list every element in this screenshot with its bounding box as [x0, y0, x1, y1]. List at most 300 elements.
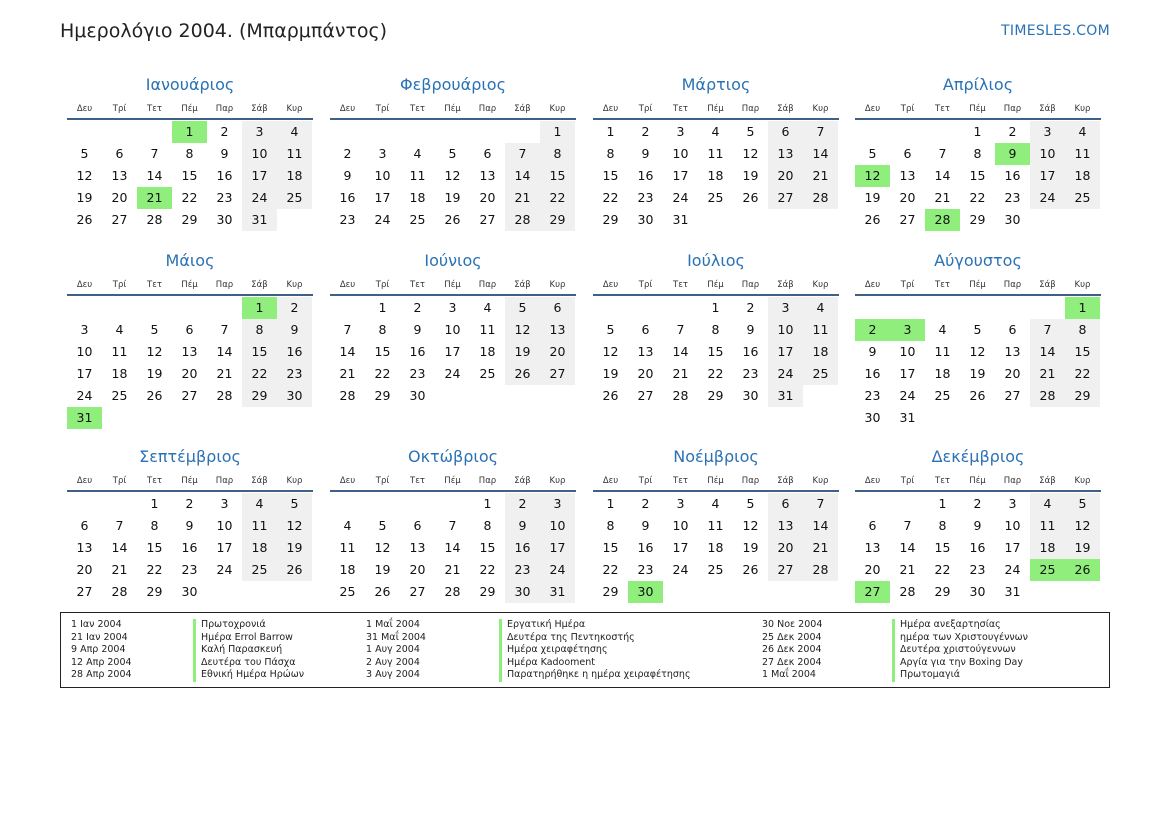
day-cell: 1 — [711, 300, 720, 315]
day-cell: 30 — [216, 212, 233, 227]
day-cell: 31 — [768, 385, 803, 407]
holiday-date: 26 Δεκ 2004 — [762, 644, 822, 655]
weekday-label: Δευ — [864, 104, 881, 114]
day-cell: 22 — [479, 562, 496, 577]
day-cell: 28 — [899, 584, 916, 599]
day-cell: 13 — [540, 319, 575, 341]
day-cell: 25 — [339, 584, 356, 599]
empty-cell — [1030, 297, 1065, 319]
day-grid — [330, 296, 575, 407]
day-cell: 26 — [742, 190, 759, 205]
month-name: Φεβρουάριος — [400, 75, 506, 94]
day-cell: 25 — [707, 562, 724, 577]
day-cell: 3 — [1030, 121, 1065, 143]
holiday-day-cell: 27 — [855, 581, 890, 603]
day-cell: 30 — [277, 385, 312, 407]
holiday-day-cell: 2 — [855, 319, 890, 341]
day-cell: 12 — [505, 319, 540, 341]
empty-cell — [400, 493, 435, 515]
day-cell: 1 — [606, 496, 615, 511]
day-cell: 3 — [540, 493, 575, 515]
day-cell: 24 — [1030, 187, 1065, 209]
day-cell: 9 — [868, 344, 877, 359]
day-cell: 15 — [602, 540, 619, 555]
day-cell: 12 — [969, 344, 986, 359]
holiday-date: 9 Απρ 2004 — [71, 644, 126, 655]
day-cell: 15 — [146, 540, 163, 555]
day-cell: 31 — [672, 212, 689, 227]
day-cell: 15 — [374, 344, 391, 359]
day-cell: 23 — [505, 559, 540, 581]
day-cell: 13 — [76, 540, 93, 555]
day-cell: 27 — [540, 363, 575, 385]
day-cell: 28 — [505, 209, 540, 231]
day-cell: 26 — [602, 388, 619, 403]
day-cell: 6 — [768, 493, 803, 515]
day-cell: 29 — [602, 584, 619, 599]
day-cell: 10 — [1030, 143, 1065, 165]
day-cell: 26 — [76, 212, 93, 227]
day-cell: 13 — [111, 168, 128, 183]
weekday-label: Δευ — [339, 476, 356, 486]
day-cell: 21 — [505, 187, 540, 209]
day-cell: 4 — [343, 518, 352, 533]
day-cell: 29 — [969, 212, 986, 227]
holiday-day-cell: 1 — [1065, 297, 1100, 319]
day-cell: 16 — [339, 190, 356, 205]
day-cell: 27 — [111, 212, 128, 227]
day-cell: 3 — [448, 300, 457, 315]
day-cell: 29 — [707, 388, 724, 403]
empty-cell — [137, 121, 172, 143]
day-cell: 17 — [768, 341, 803, 363]
day-cell: 21 — [934, 190, 951, 205]
weekday-label: Τρί — [638, 280, 653, 290]
day-cell: 26 — [505, 363, 540, 385]
day-cell: 12 — [742, 146, 759, 161]
weekday-label: Τετ — [147, 104, 162, 114]
weekday-label: Πέμ — [969, 104, 986, 114]
day-cell: 26 — [444, 212, 461, 227]
weekday-label: Σάβ — [514, 280, 531, 290]
empty-cell — [855, 121, 890, 143]
empty-cell — [925, 121, 960, 143]
day-cell: 20 — [111, 190, 128, 205]
day-cell: 23 — [339, 212, 356, 227]
weekday-label: Τετ — [935, 104, 950, 114]
day-cell: 14 — [1030, 341, 1065, 363]
weekday-label: Τρί — [112, 280, 127, 290]
day-cell: 25 — [934, 388, 951, 403]
empty-cell — [400, 121, 435, 143]
day-cell: 20 — [1004, 366, 1021, 381]
day-grid — [855, 296, 1100, 429]
holiday-name: Εθνική Ημέρα Ηρώων — [193, 669, 304, 682]
day-cell: 17 — [76, 366, 93, 381]
weekday-label: Παρ — [478, 280, 497, 290]
weekday-label: Σάβ — [777, 280, 794, 290]
month-name: Ιούλιος — [687, 251, 745, 270]
day-cell: 7 — [676, 322, 685, 337]
month-calendar — [330, 442, 576, 603]
day-cell: 29 — [181, 212, 198, 227]
day-cell: 23 — [277, 363, 312, 385]
empty-cell — [102, 121, 137, 143]
day-cell: 19 — [374, 562, 391, 577]
day-cell: 1 — [606, 124, 615, 139]
weekday-label: Δευ — [76, 280, 93, 290]
day-grid — [67, 296, 312, 429]
month-name: Ιανουάριος — [145, 75, 235, 94]
day-cell: 24 — [768, 363, 803, 385]
weekday-label: Σάβ — [251, 104, 268, 114]
holiday-dates-column — [762, 619, 822, 682]
day-cell: 4 — [242, 493, 277, 515]
empty-cell — [330, 121, 365, 143]
day-cell: 20 — [899, 190, 916, 205]
day-cell: 24 — [444, 366, 461, 381]
holiday-date: 27 Δεκ 2004 — [762, 656, 822, 668]
day-cell: 6 — [903, 146, 912, 161]
month-calendar — [593, 70, 839, 231]
holiday-day-cell: 25 — [1030, 559, 1065, 581]
day-cell: 4 — [483, 300, 492, 315]
empty-cell — [67, 297, 102, 319]
empty-cell — [855, 297, 890, 319]
weekday-label: Τρί — [112, 104, 127, 114]
day-cell: 8 — [378, 322, 387, 337]
day-cell: 2 — [746, 300, 755, 315]
day-cell: 1 — [540, 121, 575, 143]
day-cell: 14 — [111, 540, 128, 555]
day-cell: 23 — [969, 562, 986, 577]
day-cell: 29 — [934, 584, 951, 599]
empty-cell — [925, 297, 960, 319]
day-cell: 15 — [707, 344, 724, 359]
month-calendar — [67, 246, 313, 429]
day-cell: 7 — [343, 322, 352, 337]
day-cell: 22 — [1065, 363, 1100, 385]
site-link[interactable]: TIMESLES.COM — [1001, 23, 1110, 39]
weekday-label: Σάβ — [1039, 476, 1056, 486]
day-grid — [330, 120, 575, 231]
day-cell: 25 — [1065, 187, 1100, 209]
day-cell: 20 — [540, 341, 575, 363]
day-cell: 25 — [803, 363, 838, 385]
day-cell: 13 — [768, 143, 803, 165]
holiday-date: 28 Απρ 2004 — [71, 669, 132, 680]
empty-cell — [137, 297, 172, 319]
day-cell: 11 — [242, 515, 277, 537]
day-cell: 28 — [444, 584, 461, 599]
day-cell: 23 — [637, 190, 654, 205]
day-cell: 7 — [448, 518, 457, 533]
empty-cell — [330, 297, 365, 319]
day-cell: 9 — [641, 518, 650, 533]
weekday-label: Τρί — [900, 476, 915, 486]
holiday-name: Ημέρα ανεξαρτησίας — [892, 619, 1028, 632]
day-cell: 27 — [76, 584, 93, 599]
day-cell: 22 — [602, 190, 619, 205]
weekday-header — [593, 100, 839, 120]
holiday-name: Πρωτομαγιά — [892, 669, 1028, 682]
day-cell: 19 — [277, 537, 312, 559]
day-cell: 2 — [185, 496, 194, 511]
day-cell: 15 — [479, 540, 496, 555]
day-cell: 9 — [220, 146, 229, 161]
weekday-label: Κυρ — [549, 280, 566, 290]
weekday-label: Δευ — [76, 476, 93, 486]
day-cell: 3 — [80, 322, 89, 337]
day-cell: 20 — [479, 190, 496, 205]
day-cell: 22 — [707, 366, 724, 381]
day-cell: 11 — [803, 319, 838, 341]
day-cell: 7 — [1030, 319, 1065, 341]
day-cell: 19 — [505, 341, 540, 363]
weekday-label: Παρ — [741, 104, 760, 114]
day-cell: 23 — [409, 366, 426, 381]
day-cell: 27 — [768, 559, 803, 581]
weekday-label: Δευ — [602, 476, 619, 486]
day-cell: 16 — [277, 341, 312, 363]
day-cell: 8 — [1065, 319, 1100, 341]
holiday-date: 1 Αυγ 2004 — [366, 644, 420, 655]
day-cell: 4 — [1030, 493, 1065, 515]
weekday-label: Τετ — [147, 476, 162, 486]
holiday-day-cell: 3 — [890, 319, 925, 341]
day-cell: 11 — [277, 143, 312, 165]
month-calendar — [330, 246, 576, 407]
day-cell: 24 — [76, 388, 93, 403]
day-cell: 8 — [606, 146, 615, 161]
weekday-label: Τρί — [112, 476, 127, 486]
day-cell: 19 — [1065, 537, 1100, 559]
day-cell: 5 — [277, 493, 312, 515]
weekday-label: Πέμ — [707, 104, 724, 114]
month-calendar — [67, 70, 313, 231]
day-cell: 9 — [343, 168, 352, 183]
day-cell: 11 — [707, 146, 724, 161]
weekday-label: Τετ — [147, 280, 162, 290]
day-cell: 26 — [742, 562, 759, 577]
day-cell: 3 — [378, 146, 387, 161]
day-cell: 17 — [242, 165, 277, 187]
day-cell: 9 — [413, 322, 422, 337]
weekday-header — [67, 276, 313, 296]
day-cell: 29 — [1065, 385, 1100, 407]
weekday-label: Τρί — [638, 476, 653, 486]
day-cell: 7 — [803, 121, 838, 143]
day-cell: 19 — [76, 190, 93, 205]
day-cell: 8 — [242, 319, 277, 341]
day-cell: 27 — [1004, 388, 1021, 403]
day-cell: 21 — [339, 366, 356, 381]
weekday-header — [593, 472, 839, 492]
day-cell: 12 — [374, 540, 391, 555]
weekday-label: Κυρ — [1074, 280, 1091, 290]
day-cell: 13 — [1004, 344, 1021, 359]
day-cell: 2 — [973, 496, 982, 511]
day-grid — [593, 296, 838, 407]
day-cell: 13 — [479, 168, 496, 183]
day-cell: 14 — [505, 165, 540, 187]
day-cell: 12 — [444, 168, 461, 183]
day-cell: 31 — [540, 581, 575, 603]
weekday-label: Σάβ — [251, 280, 268, 290]
day-cell: 3 — [242, 121, 277, 143]
month-name: Απρίλιος — [942, 75, 1014, 94]
weekday-label: Κυρ — [1074, 476, 1091, 486]
day-cell: 10 — [768, 319, 803, 341]
day-cell: 2 — [220, 124, 229, 139]
empty-cell — [593, 297, 628, 319]
weekday-label: Κυρ — [549, 476, 566, 486]
day-cell: 6 — [115, 146, 124, 161]
day-cell: 13 — [637, 344, 654, 359]
day-cell: 14 — [146, 168, 163, 183]
day-cell: 8 — [150, 518, 159, 533]
weekday-label: Πέμ — [969, 476, 986, 486]
day-cell: 10 — [672, 518, 689, 533]
holiday-date: 30 Νοε 2004 — [762, 619, 823, 630]
day-cell: 9 — [641, 146, 650, 161]
holiday-name: Παρατηρήθηκε η ημέρα χειραφέτησης — [499, 669, 691, 682]
holiday-day-cell: 9 — [995, 143, 1030, 165]
day-cell: 28 — [216, 388, 233, 403]
empty-cell — [67, 121, 102, 143]
day-cell: 7 — [903, 518, 912, 533]
empty-cell — [855, 493, 890, 515]
day-cell: 22 — [146, 562, 163, 577]
weekday-label: Κυρ — [286, 104, 303, 114]
day-cell: 17 — [1030, 165, 1065, 187]
weekday-header — [855, 276, 1101, 296]
weekday-label: Τετ — [673, 280, 688, 290]
day-cell: 14 — [216, 344, 233, 359]
day-cell: 5 — [505, 297, 540, 319]
day-cell: 16 — [637, 540, 654, 555]
day-cell: 25 — [707, 190, 724, 205]
day-cell: 3 — [1008, 496, 1017, 511]
month-name: Μάρτιος — [681, 75, 751, 94]
day-cell: 20 — [768, 165, 803, 187]
day-cell: 6 — [768, 121, 803, 143]
day-cell: 14 — [934, 168, 951, 183]
day-cell: 24 — [899, 388, 916, 403]
day-cell: 19 — [146, 366, 163, 381]
day-cell: 11 — [1030, 515, 1065, 537]
empty-cell — [960, 297, 995, 319]
day-cell: 22 — [969, 190, 986, 205]
day-cell: 18 — [409, 190, 426, 205]
day-cell: 19 — [602, 366, 619, 381]
day-cell: 14 — [444, 540, 461, 555]
day-cell: 23 — [864, 388, 881, 403]
holiday-date: 1 Ιαν 2004 — [71, 619, 122, 630]
day-cell: 16 — [181, 540, 198, 555]
weekday-label: Τετ — [410, 104, 425, 114]
day-cell: 1 — [973, 124, 982, 139]
day-cell: 8 — [938, 518, 947, 533]
day-cell: 11 — [707, 518, 724, 533]
day-cell: 29 — [242, 385, 277, 407]
holiday-name: Αργία για την Boxing Day — [892, 657, 1028, 670]
day-cell: 27 — [409, 584, 426, 599]
day-cell: 26 — [146, 388, 163, 403]
day-cell: 12 — [277, 515, 312, 537]
day-cell: 11 — [111, 344, 128, 359]
day-cell: 2 — [343, 146, 352, 161]
weekday-header — [330, 276, 576, 296]
empty-cell — [628, 297, 663, 319]
empty-cell — [102, 493, 137, 515]
day-cell: 5 — [746, 124, 755, 139]
day-cell: 26 — [969, 388, 986, 403]
month-name: Μάιος — [165, 251, 215, 270]
day-cell: 14 — [803, 515, 838, 537]
day-cell: 19 — [969, 366, 986, 381]
weekday-label: Τρί — [375, 280, 390, 290]
day-cell: 16 — [409, 344, 426, 359]
weekday-label: Σάβ — [1039, 104, 1056, 114]
day-cell: 24 — [374, 212, 391, 227]
day-grid — [67, 492, 312, 603]
weekday-label: Τετ — [673, 476, 688, 486]
weekday-label: Δευ — [602, 280, 619, 290]
day-cell: 30 — [1004, 212, 1021, 227]
day-cell: 8 — [540, 143, 575, 165]
holiday-name: Δευτέρα της Πεντηκοστής — [499, 632, 691, 645]
day-cell: 12 — [76, 168, 93, 183]
day-cell: 28 — [672, 388, 689, 403]
day-cell: 28 — [803, 187, 838, 209]
weekday-label: Τρί — [900, 280, 915, 290]
weekday-header — [330, 472, 576, 492]
day-cell: 8 — [711, 322, 720, 337]
day-cell: 18 — [803, 341, 838, 363]
weekday-label: Σάβ — [514, 104, 531, 114]
day-cell: 10 — [374, 168, 391, 183]
holiday-date: 31 Μαΐ 2004 — [366, 631, 426, 643]
day-cell: 14 — [899, 540, 916, 555]
empty-cell — [172, 297, 207, 319]
weekday-label: Τετ — [673, 104, 688, 114]
day-cell: 6 — [413, 518, 422, 533]
weekday-label: Πέμ — [181, 476, 198, 486]
day-cell: 4 — [277, 121, 312, 143]
weekday-label: Κυρ — [286, 476, 303, 486]
page-title: Ημερολόγιο 2004. (Μπαρμπάντος) — [60, 20, 388, 42]
weekday-header — [330, 100, 576, 120]
holiday-name: Πρωτοχρονιά — [193, 619, 304, 632]
day-cell: 12 — [1065, 515, 1100, 537]
day-cell: 27 — [899, 212, 916, 227]
day-cell: 24 — [672, 190, 689, 205]
weekday-label: Τρί — [375, 476, 390, 486]
day-cell: 9 — [746, 322, 755, 337]
day-cell: 27 — [479, 212, 496, 227]
day-cell: 10 — [1004, 518, 1021, 533]
day-cell: 29 — [146, 584, 163, 599]
empty-cell — [890, 493, 925, 515]
day-cell: 4 — [711, 496, 720, 511]
weekday-label: Κυρ — [286, 280, 303, 290]
holiday-name: Ημέρα χειραφέτησης — [499, 644, 691, 657]
day-cell: 20 — [864, 562, 881, 577]
day-cell: 4 — [115, 322, 124, 337]
weekday-label: Παρ — [1003, 476, 1022, 486]
day-cell: 10 — [540, 515, 575, 537]
